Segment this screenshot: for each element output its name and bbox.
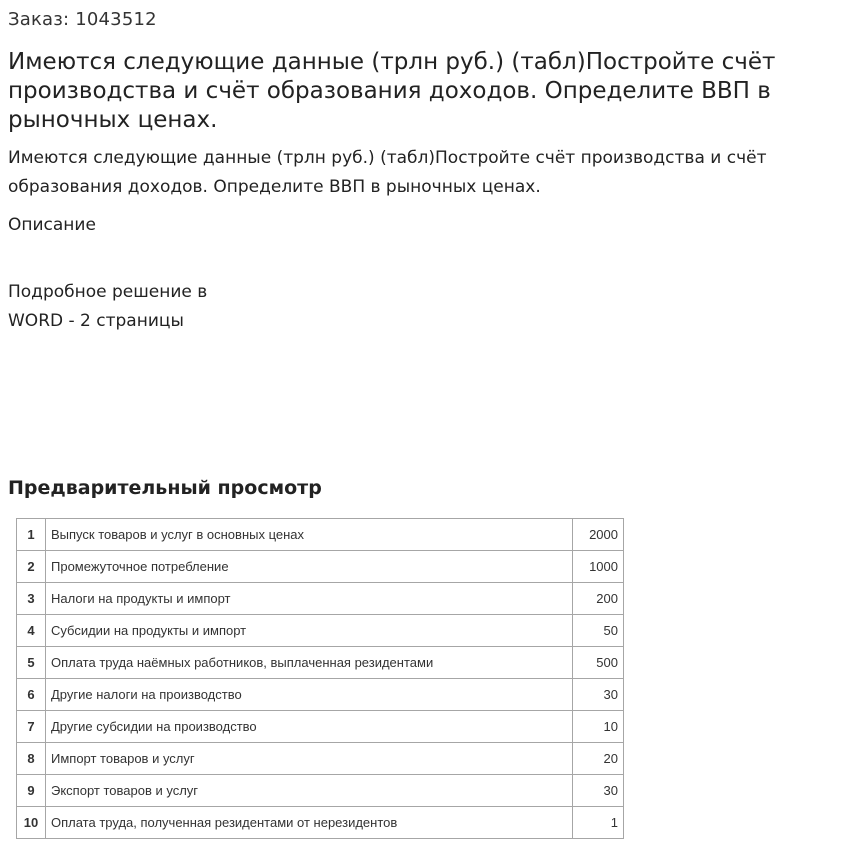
row-name: Экспорт товаров и услуг [46,775,573,807]
row-number: 10 [17,807,46,839]
row-value: 50 [573,615,624,647]
solution-info [8,278,268,336]
row-value: 20 [573,743,624,775]
row-value: 200 [573,583,624,615]
row-value: 1000 [573,551,624,583]
row-number: 1 [17,519,46,551]
page-title: Имеются следующие данные (трлн руб.) (табл)Постройте счёт производства и счёт образования доходов. Определите ВВП в рыночных ценах. [8,49,776,133]
task-text: Имеются следующие данные (трлн руб.) (табл)Постройте счёт производства и счёт образования доходов. Определите ВВП в рыночных ценах. [8,148,767,197]
row-value: 500 [573,647,624,679]
table-row [17,743,624,775]
row-value: 30 [573,679,624,711]
row-number: 7 [17,711,46,743]
row-name: Налоги на продукты и импорт [46,583,573,615]
row-value: 2000 [573,519,624,551]
row-value: 1 [573,807,624,839]
row-number: 3 [17,583,46,615]
row-name: Оплата труда, полученная резидентами от нерезидентов [46,807,573,839]
row-name: Другие налоги на производство [46,679,573,711]
table-row [17,551,624,583]
solution-line-2: WORD - 2 страницы [8,311,184,331]
row-name: Другие субсидии на производство [46,711,573,743]
table-row [17,583,624,615]
row-name: Выпуск товаров и услуг в основных ценах [46,519,573,551]
description-label: Описание [8,215,96,235]
row-number: 8 [17,743,46,775]
row-number: 5 [17,647,46,679]
table-row [17,615,624,647]
row-number: 9 [17,775,46,807]
row-number: 4 [17,615,46,647]
row-number: 6 [17,679,46,711]
row-name: Оплата труда наёмных работников, выплаченная резидентами [46,647,573,679]
solution-line-1: Подробное решение в [8,282,208,302]
row-name: Импорт товаров и услуг [46,743,573,775]
table-row [17,807,624,839]
row-name: Субсидии на продукты и импорт [46,615,573,647]
preview-table [16,518,624,839]
table-row [17,679,624,711]
table-row [17,711,624,743]
table-row [17,519,624,551]
row-value: 30 [573,775,624,807]
table-row [17,775,624,807]
row-value: 10 [573,711,624,743]
row-name: Промежуточное потребление [46,551,573,583]
order-number: Заказ: 1043512 [8,9,157,30]
row-number: 2 [17,551,46,583]
preview-heading: Предварительный просмотр [8,477,322,499]
table-row [17,647,624,679]
